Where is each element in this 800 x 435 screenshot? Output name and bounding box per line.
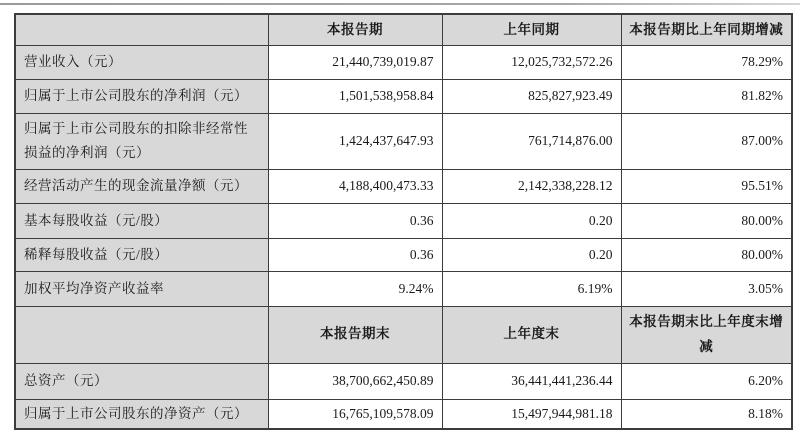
row-label: 总资产（元） [15,363,268,399]
row-current-value: 0.36 [268,238,442,271]
row-current-value: 4,188,400,473.33 [268,169,442,203]
table-row-net-profit [15,79,792,113]
header-period-end-change: 本报告期末比上年度末增减 [621,306,792,363]
row-prior-value: 0.20 [442,203,621,238]
row-change-value: 87.00% [621,113,792,169]
financial-highlights-table [14,13,793,430]
row-current-value: 1,424,437,647.93 [268,113,442,169]
table-row-operating-cash-flow [15,169,792,203]
row-current-value: 0.36 [268,203,442,238]
table-row-total-assets [15,363,792,399]
row-current-value: 38,700,662,450.89 [268,363,442,399]
row-change-value: 81.82% [621,79,792,113]
header-current-period-end: 本报告期末 [268,306,442,363]
header-prior-period: 上年同期 [442,14,621,45]
table-row-basic-eps [15,203,792,238]
header-period-change: 本报告期比上年同期增减 [621,14,792,45]
row-current-value: 1,501,538,958.84 [268,79,442,113]
row-label: 归属于上市公司股东的净资产（元） [15,399,268,429]
row-change-value: 80.00% [621,203,792,238]
row-prior-value: 825,827,923.49 [442,79,621,113]
top-divider-rule [0,3,800,5]
row-change-value: 80.00% [621,238,792,271]
row-current-value: 21,440,739,019.87 [268,45,442,79]
header-prior-year-end: 上年度末 [442,306,621,363]
row-prior-value: 15,497,944,981.18 [442,399,621,429]
row-prior-value: 6.19% [442,271,621,306]
header-current-period: 本报告期 [268,14,442,45]
row-label: 加权平均净资产收益率 [15,271,268,306]
row-prior-value: 0.20 [442,238,621,271]
header-corner-cell [15,306,268,363]
row-label: 基本每股收益（元/股） [15,203,268,238]
row-change-value: 3.05% [621,271,792,306]
row-prior-value: 36,441,441,236.44 [442,363,621,399]
table-header-row-period [15,14,792,45]
table-row-weighted-avg-roe [15,271,792,306]
row-current-value: 16,765,109,578.09 [268,399,442,429]
table-row-net-assets [15,399,792,429]
row-prior-value: 761,714,876.00 [442,113,621,169]
row-change-value: 8.18% [621,399,792,429]
row-change-value: 6.20% [621,363,792,399]
row-label: 归属于上市公司股东的净利润（元） [15,79,268,113]
table-header-row-period-end [15,306,792,363]
table-row-net-profit-excl-nonrecurring [15,113,792,169]
row-label: 营业收入（元） [15,45,268,79]
header-corner-cell [15,14,268,45]
row-current-value: 9.24% [268,271,442,306]
row-label: 稀释每股收益（元/股） [15,238,268,271]
row-prior-value: 12,025,732,572.26 [442,45,621,79]
row-change-value: 95.51% [621,169,792,203]
table-row-diluted-eps [15,238,792,271]
row-label: 经营活动产生的现金流量净额（元） [15,169,268,203]
row-prior-value: 2,142,338,228.12 [442,169,621,203]
row-change-value: 78.29% [621,45,792,79]
row-label: 归属于上市公司股东的扣除非经常性损益的净利润（元） [15,113,268,169]
table-row-operating-revenue [15,45,792,79]
